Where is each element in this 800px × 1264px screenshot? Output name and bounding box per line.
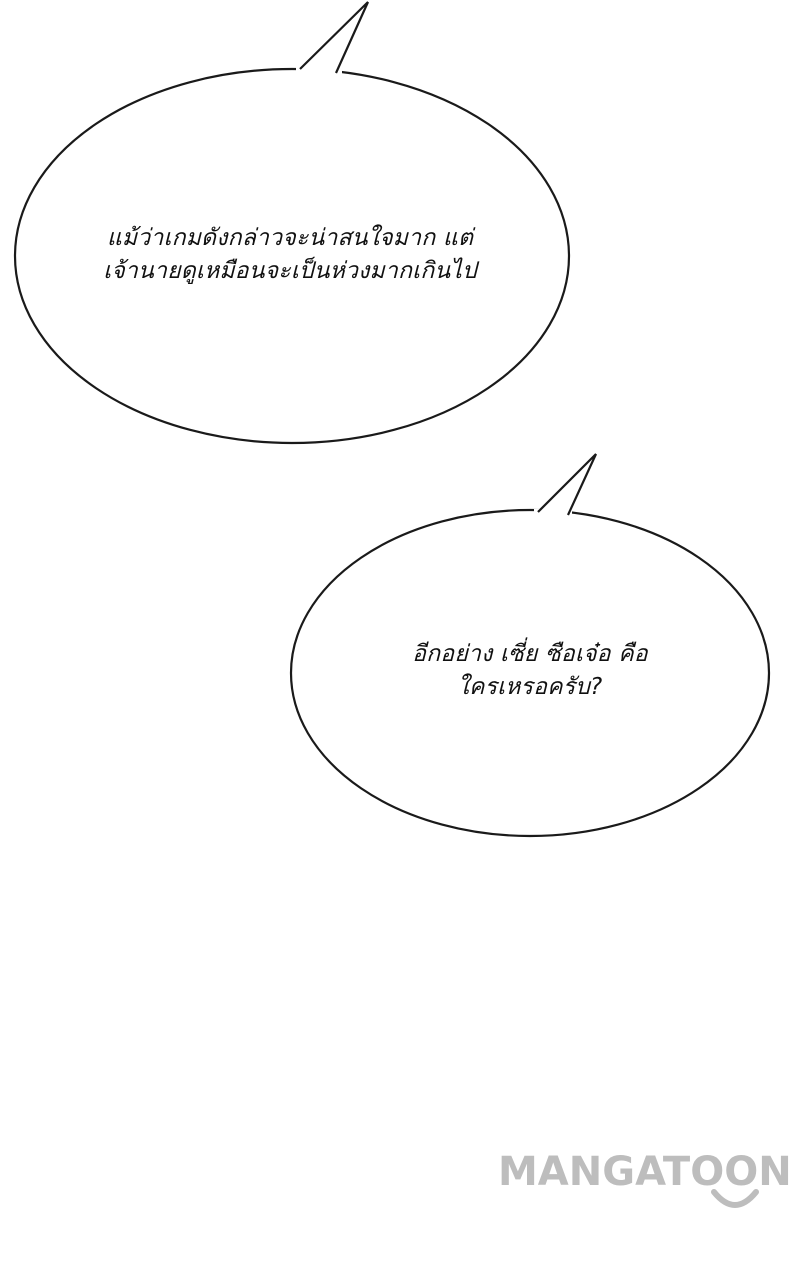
bubble-2-text (365, 638, 695, 704)
bubble-1-line-2: เจ้านายดูเหมือนจะเป็นห่วงมากเกินไป (103, 258, 477, 284)
mangatoon-watermark (498, 1148, 800, 1214)
watermark-text: MANGATOON (498, 1149, 792, 1195)
bubble-2-line-2: ใครเหรอครับ? (457, 674, 603, 700)
smile-icon (710, 1188, 760, 1212)
bubble-2-line-1: อีกอย่าง เซี่ย ซือเจ๋อ คือ (412, 641, 648, 667)
bubble-1-text (60, 222, 520, 288)
bubble-1-line-1: แม้ว่าเกมดังกล่าวจะน่าสนใจมาก แต่ (106, 225, 474, 251)
